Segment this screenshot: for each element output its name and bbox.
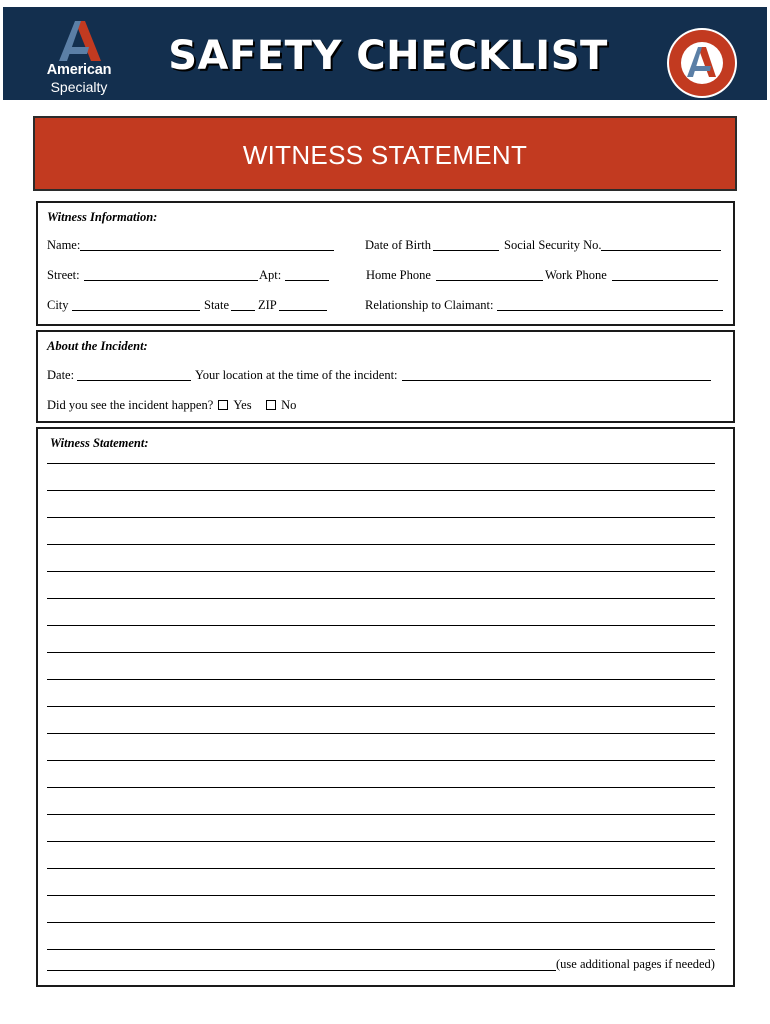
witness-information-heading: Witness Information: [47, 210, 158, 224]
witness-statement-banner [33, 116, 737, 191]
logo-a-icon [55, 21, 103, 61]
ssn-label: Social Security No. [504, 238, 602, 252]
statement-line[interactable] [47, 868, 715, 869]
zip-field[interactable] [279, 298, 327, 311]
statement-line[interactable] [47, 463, 715, 464]
statement-line[interactable] [47, 679, 715, 680]
statement-line[interactable] [47, 949, 715, 950]
yes-checkbox[interactable] [218, 400, 228, 410]
statement-line[interactable] [47, 787, 715, 788]
home-phone-field[interactable] [436, 268, 543, 281]
witnessed-question-text: Did you see the incident happen? [47, 398, 214, 412]
additional-pages-note: (use additional pages if needed) [556, 957, 715, 971]
statement-line[interactable] [47, 598, 715, 599]
location-label: Your location at the time of the incident: [195, 368, 398, 382]
no-label: No [281, 398, 297, 412]
no-checkbox[interactable] [266, 400, 276, 410]
work-phone-field[interactable] [612, 268, 718, 281]
statement-line[interactable] [47, 841, 715, 842]
statement-line[interactable] [47, 760, 715, 761]
logo-word-specialty: Specialty [50, 79, 108, 95]
witness-statement-section [36, 427, 735, 987]
apt-label: Apt: [259, 268, 282, 282]
ssn-field[interactable] [601, 238, 721, 251]
apt-field[interactable] [285, 268, 329, 281]
yes-label: Yes [233, 398, 252, 412]
statement-line[interactable] [47, 922, 715, 923]
witness-statement-heading: Witness Statement: [50, 436, 149, 450]
street-label: Street: [47, 268, 80, 282]
banner-title: WITNESS STATEMENT [242, 140, 528, 170]
statement-line-last[interactable] [47, 970, 556, 971]
statement-line[interactable] [47, 571, 715, 572]
relationship-field[interactable] [497, 298, 723, 311]
statement-line[interactable] [47, 625, 715, 626]
incident-date-field[interactable] [77, 368, 191, 381]
relationship-label: Relationship to Claimant: [365, 298, 494, 312]
zip-label: ZIP [258, 298, 277, 312]
about-incident-heading: About the Incident: [47, 339, 148, 353]
risk-services-seal [666, 27, 738, 99]
statement-line[interactable] [47, 517, 715, 518]
state-label: State [204, 298, 229, 312]
logo-word-american: American [46, 62, 112, 78]
location-field[interactable] [402, 368, 711, 381]
header-bar [3, 7, 767, 100]
state-field[interactable] [231, 298, 255, 311]
name-label: Name: [47, 238, 81, 252]
city-label: City [47, 298, 69, 312]
dob-field[interactable] [433, 238, 499, 251]
statement-line[interactable] [47, 544, 715, 545]
incident-date-label: Date: [47, 368, 75, 382]
statement-line[interactable] [47, 733, 715, 734]
statement-line[interactable] [47, 814, 715, 815]
city-field[interactable] [72, 298, 200, 311]
street-field[interactable] [84, 268, 258, 281]
work-phone-label: Work Phone [545, 268, 607, 282]
name-field[interactable] [80, 238, 334, 251]
statement-line[interactable] [47, 706, 715, 707]
home-phone-label: Home Phone [366, 268, 431, 282]
statement-line[interactable] [47, 652, 715, 653]
dob-label: Date of Birth [365, 238, 431, 252]
statement-line[interactable] [47, 490, 715, 491]
statement-line[interactable] [47, 895, 715, 896]
page-title: SAFETY CHECKLIST [168, 33, 608, 79]
witnessed-question [47, 398, 296, 412]
american-specialty-logo [37, 21, 127, 101]
